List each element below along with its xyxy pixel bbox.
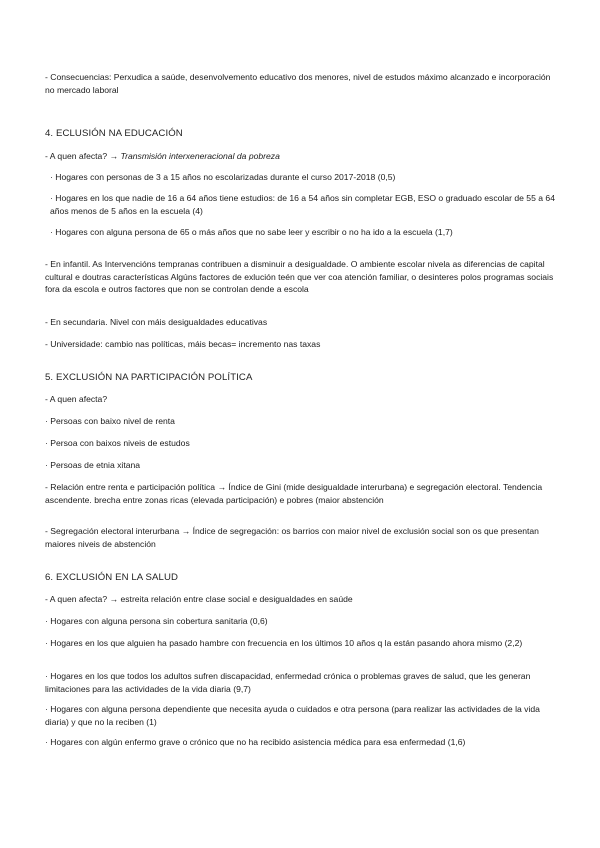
- section-6-heading: 6. EXCLUSIÓN EN LA SALUD: [45, 572, 179, 583]
- list-item: · Persoas con baixo nivel de renta: [45, 416, 175, 426]
- list-item: · Hogares en los que todos los adultos sufren discapacidad, enfermedad crónica o problemas graves de salud, que les generan limitaciones para las actividades de la vida diaria (9,7): [45, 671, 531, 694]
- section-5-heading: 5. EXCLUSIÓN NA PARTICIPACIÓN POLÍTICA: [45, 372, 253, 383]
- list-item: · Persoas de etnia xitana: [45, 460, 141, 470]
- list-item: · Hogares con algún enfermo grave o crónico que no ha recibido asistencia médica para esa enfermedad (1,6): [45, 737, 466, 747]
- secundaria-paragraph: - En secundaria. Nivel con máis desigualdades educativas: [45, 317, 268, 327]
- universidade-paragraph: - Universidade: cambio nas políticas, máis becas= incremento nas taxas: [45, 339, 321, 349]
- section-6-who: - A quen afecta? → estreita relación entre clase social e desigualdades en saúde: [45, 594, 353, 604]
- section-4-who: [45, 150, 555, 163]
- list-item: · Hogares en los que nadie de 16 a 64 años tiene estudios: de 16 a 54 años sin completar EGB, ESO o graduado escolar de 55 a 64 años menos de 5 años en la escuela (4): [50, 193, 555, 216]
- list-item: · Persoa con baixos niveis de estudos: [45, 438, 190, 448]
- list-item: · Hogares con alguna persona dependiente que necesita ayuda o cuidados e otra persona (para realizar las actividades de la vida diaria) y que no la reciben (1): [45, 704, 540, 727]
- who-prefix: - A quen afecta? →: [45, 151, 121, 161]
- list-item: · Hogares en los que alguien ha pasado hambre con frecuencia en los últimos 10 años q la están pasando ahora mismo (2,2): [45, 638, 523, 648]
- relation-paragraph: - Relación entre renta e participación política → Índice de Gini (mide desigualdade interurbana) e segregación electoral. Tendencia ascendente. brecha entre zonas ricas (elevada participación) e pobres (maior abstención: [45, 482, 543, 505]
- list-item: · Hogares con alguna persona sin cobertura sanitaria (0,6): [45, 616, 268, 626]
- section-4-heading: 4. ECLUSIÓN NA EDUCACIÓN: [45, 128, 183, 139]
- segregation-paragraph: - Segregación electoral interurbana → Índice de segregación: os barrios con maior nivel de exclusión social son os que presentan maiores niveis de abstención: [45, 526, 539, 549]
- section-5-who: - A quen afecta?: [45, 394, 108, 404]
- list-item: · Hogares con alguna persona de 65 o más años que no sabe leer y escribir o no ha ido a la escuela (1,7): [50, 227, 453, 237]
- infantil-paragraph: - En infantil. As Intervencións tempranas contribuen a disminuir a desigualdade. O ambiente escolar nivela as diferencias de capital cultural e doutras características Algúns factores de exlución teén que ver coa atención familiar, o desinteres polos programas sociais fora da escola e outros factores que non se controlan dende a escola: [45, 259, 554, 294]
- list-item: · Hogares con personas de 3 a 15 años no escolarizadas durante el curso 2017-2018 (0,5): [50, 172, 396, 182]
- who-emphasis: Transmisión interxeneracional da pobreza: [120, 151, 280, 161]
- consequences-paragraph: - Consecuencias: Perxudica a saúde, desenvolvemento educativo dos menores, nivel de estudos máximo alcanzado e incorporación no mercado laboral: [45, 72, 551, 95]
